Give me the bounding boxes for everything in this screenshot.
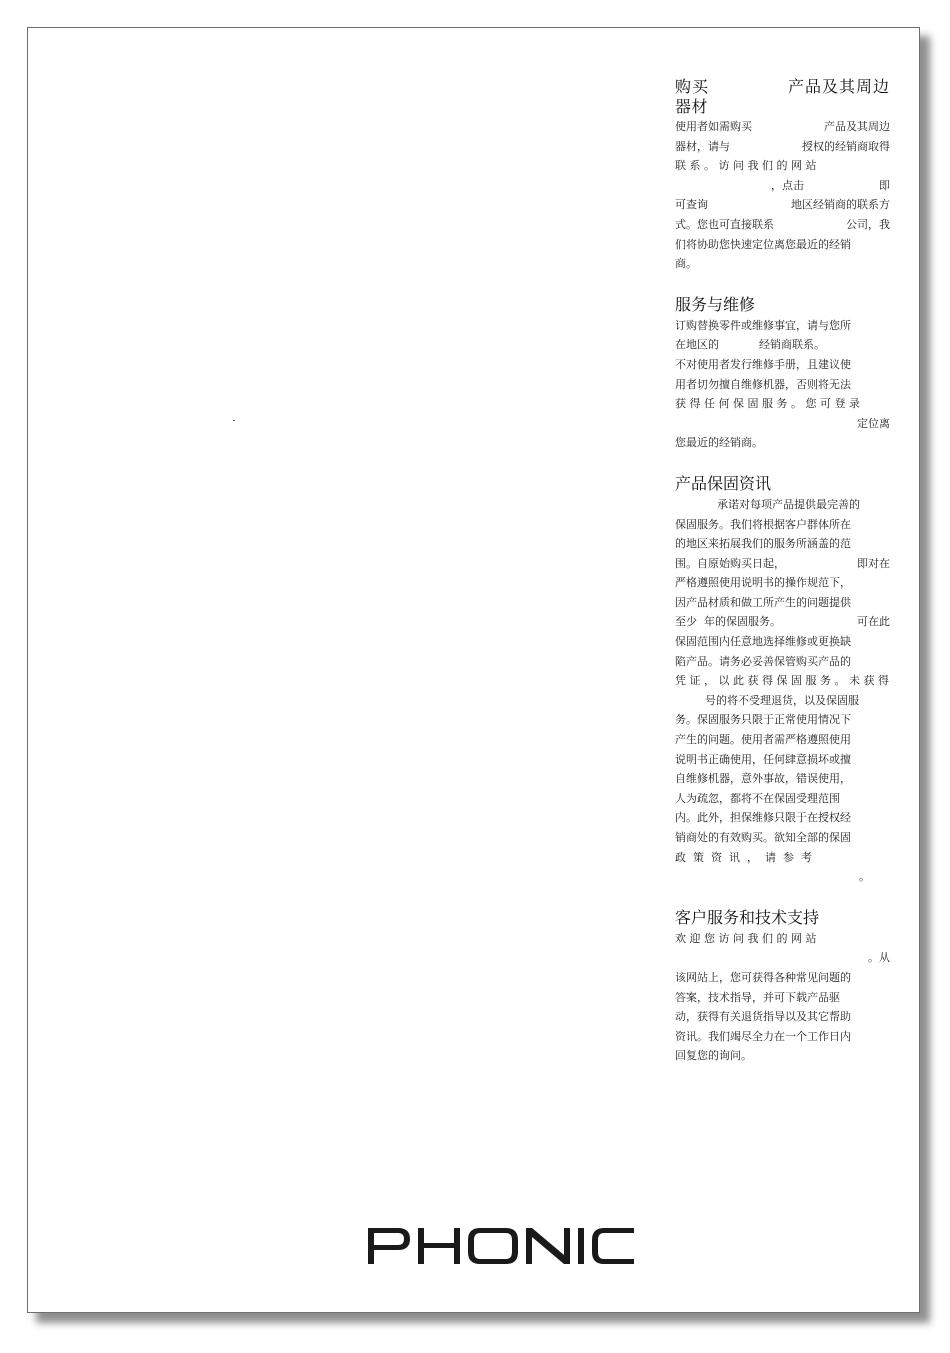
text-segment: 们将协助您快速定位离您最近的经销 (675, 237, 851, 251)
text-segment: 保固服务。我们将根据客户群体所在 (675, 517, 851, 531)
text-line (675, 554, 890, 574)
text-segment: 即 (879, 178, 890, 192)
text-segment: 公司，我 (846, 217, 890, 231)
text-segment: 围。自原始购买日起， (675, 556, 785, 570)
text-line (675, 929, 890, 949)
text-segment: 的地区来拓展我们的服务所涵盖的范 (675, 537, 851, 551)
text-segment: 联 系 。 访 问 我 们 的 网 站 (675, 159, 817, 173)
text-segment: 欢 迎 您 访 问 我 们 的 网 站 (675, 931, 817, 945)
text-line (675, 195, 890, 215)
phonic-logo (368, 1228, 634, 1264)
text-segment: 。从 (868, 951, 890, 965)
text-line (675, 573, 890, 593)
text-segment: 产品及其周边 (824, 120, 890, 133)
section-purchase (675, 77, 890, 274)
text-line (675, 988, 890, 1008)
text-line (675, 433, 890, 453)
text-line (675, 375, 890, 395)
text-line (675, 215, 890, 235)
text-line (675, 335, 890, 355)
text-segment: 您最近的经销商。 (675, 436, 763, 450)
text-line (675, 117, 890, 137)
text-segment: 。 (859, 870, 870, 884)
text-segment: 内。此外，担保维修只限于在授权经 (675, 811, 851, 825)
text-line (675, 1027, 890, 1047)
text-segment: 资讯。我们竭尽全力在一个工作日内 (675, 1029, 851, 1043)
text-segment: 订购替换零件或维修事宜，请与您所 (675, 318, 851, 332)
text-line (675, 534, 890, 554)
text-segment: 严格遵照使用说明书的操作规范下， (675, 576, 851, 590)
text-line (675, 235, 890, 255)
text-line (675, 137, 890, 157)
section-support (675, 908, 890, 1066)
text-segment: 该网站上，您可获得各种常见问题的 (675, 970, 851, 984)
text-segment: 可在此 (857, 615, 890, 629)
text-segment: 授权的经销商取得 (802, 139, 890, 153)
text-segment: 人为疏忽，都将不在保固受理范围 (675, 791, 840, 805)
text-segment: 陷产品。请务必妥善保管购买产品的 (675, 654, 851, 668)
text-segment: 承诺对每项产品提供最完善的 (717, 497, 860, 511)
text-line (675, 156, 890, 176)
text-line (675, 808, 890, 828)
document-page (27, 27, 920, 1313)
section-service (675, 295, 890, 453)
text-line (675, 176, 890, 196)
text-segment: 政 策 资 讯 ， 请 参 考 (675, 850, 812, 864)
text-line (675, 750, 890, 770)
text-line (675, 1007, 890, 1027)
text-segment: 回复您的询问。 (675, 1049, 752, 1063)
info-column (675, 77, 890, 1088)
text-segment: 保固范围内任意地选择维修或更换缺 (675, 635, 851, 649)
section-heading: 客户服务和技术支持 (675, 907, 820, 927)
heading-part-buy: 购买 (675, 77, 710, 96)
text-line (675, 828, 890, 848)
text-segment: 动，获得有关退货指导以及其它帮助 (675, 1010, 851, 1024)
text-line (675, 652, 890, 672)
section-heading: 产品保固资讯 (675, 473, 772, 493)
section-warranty (675, 474, 890, 887)
text-line (675, 1046, 890, 1066)
text-line (675, 730, 890, 750)
text-line (675, 769, 890, 789)
text-line (675, 710, 890, 730)
stray-mark (233, 420, 235, 421)
heading-part-products: 产品及其周边 (787, 77, 890, 96)
text-line (675, 632, 890, 652)
text-line (675, 612, 890, 632)
text-segment: 用者切勿擅自维修机器，否则将无法 (675, 377, 851, 391)
text-line (675, 848, 890, 868)
text-segment: 务。保固服务只限于正常使用情况下 (675, 713, 851, 727)
text-segment: 在地区的 (675, 338, 719, 352)
text-segment: 式。您也可直接联系 (675, 217, 774, 231)
text-line (675, 515, 890, 535)
text-line (675, 867, 890, 887)
text-line (675, 495, 890, 515)
text-segment: 销商处的有效购买。欲知全部的保固 (675, 831, 851, 844)
text-segment: 至少 年的保固服务。 (675, 615, 781, 629)
text-segment: 不对使用者发行维修手册，且建议使 (675, 357, 851, 371)
text-segment: 号的将不受理退货，以及保固服 (705, 693, 859, 707)
text-segment: 定位离 (857, 416, 890, 430)
text-line (675, 789, 890, 809)
text-segment: 自维修机器，意外事故，错误使用， (675, 772, 851, 786)
text-line (675, 671, 890, 691)
text-line (675, 691, 890, 711)
section-heading: 服务与维修 (675, 294, 756, 314)
text-segment: 器材，请与 (675, 139, 730, 153)
text-line (675, 355, 890, 375)
text-segment: 获 得 任 何 保 固 服 务 。 您 可 登 录 (675, 397, 860, 411)
section-heading-cont: 器材 (675, 97, 709, 116)
text-line (675, 414, 890, 434)
text-segment: 凭 证 ， 以 此 获 得 保 固 服 务 。 未 获 得 (675, 674, 889, 688)
text-line (675, 968, 890, 988)
text-segment: 答案，技术指导，并可下载产品驱 (675, 990, 840, 1004)
text-segment: 商。 (675, 257, 697, 271)
text-segment: 使用者如需购买 (675, 120, 752, 133)
text-segment: 因产品材质和做工所产生的问题提供 (675, 595, 851, 609)
text-segment: 即对在 (857, 556, 890, 570)
section-heading (675, 77, 890, 97)
text-segment: ，点击 (771, 178, 804, 192)
text-segment: 可查询 (675, 198, 708, 212)
text-line (675, 593, 890, 613)
text-line (675, 254, 890, 274)
text-segment: 说明书正确使用，任何肆意损坏或擅 (675, 752, 851, 766)
text-segment: 经销商联系。 (759, 338, 825, 352)
text-segment: 产生的问题。使用者需严格遵照使用 (675, 733, 851, 747)
text-segment: 地区经销商的联系方 (791, 198, 890, 212)
text-line (675, 316, 890, 336)
text-line (675, 948, 890, 968)
text-line (675, 394, 890, 414)
